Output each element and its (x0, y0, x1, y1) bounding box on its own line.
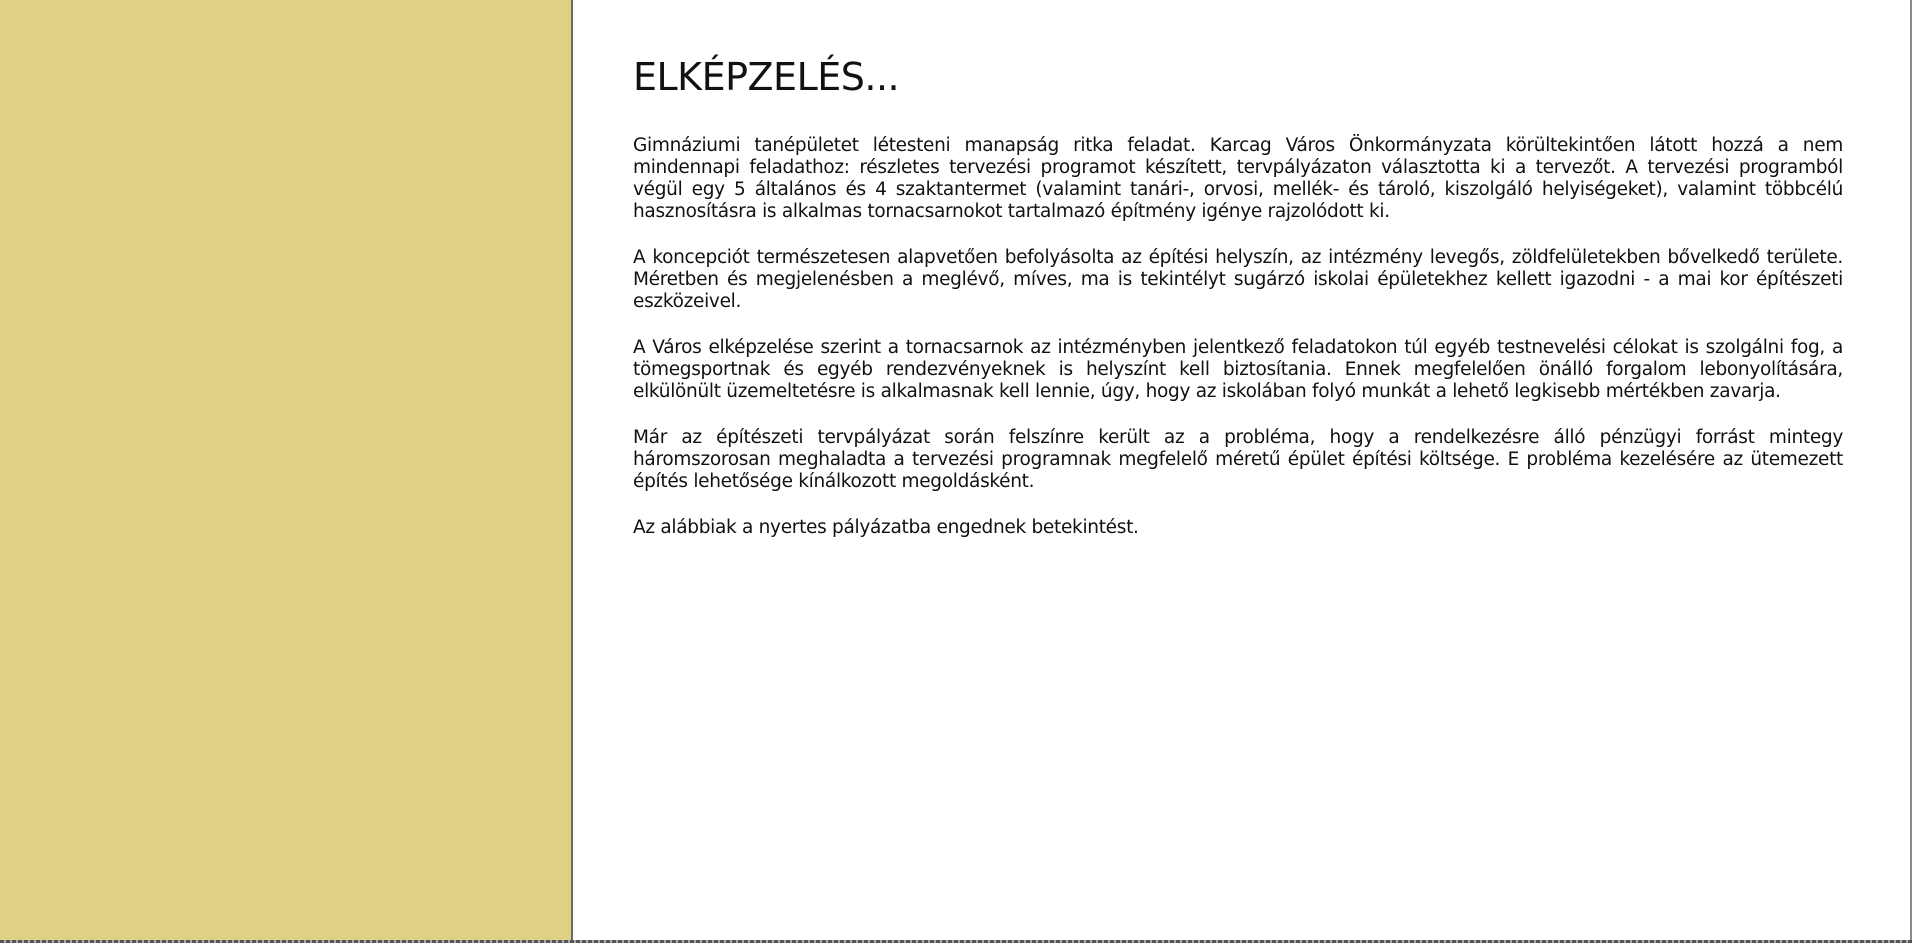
paragraph-2: A koncepciót természetesen alapvetően befolyásolta az építési helyszín, az intézmény levegős, zöldfelületekben bővelkedő területe. Méretben és megjelenésben a meglévő, míves, ma is tekintélyt sugárzó iskolai épületekhez kellett igazodni - a mai kor építészeti eszközeivel. (633, 247, 1843, 312)
paragraph-4: Már az építészeti tervpályázat során felszínre került az a probléma, hogy a rendelkezésre álló pénzügyi forrást mintegy háromszorosan meghaladta a tervezési programnak megfelelő méretű épület építési költsége. E probléma kezelésére az ütemezett építés lehetősége kínálkozott megoldásként. (633, 427, 1843, 492)
paragraph-5: Az alábbiak a nyertes pályázatba engednek betekintést. (633, 517, 1139, 538)
text-content (633, 55, 1843, 563)
paragraph-1: Gimnáziumi tanépületet létesteni manapság ritka feladat. Karcag Város Önkormányzata körültekintően látott hozzá a nem mindennapi feladathoz: részletes tervezési programot készített, tervpályázaton választotta ki a tervezőt. A tervezési programból végül egy 5 általános és 4 szaktantermet (valamint tanári-, orvosi, mellék- és tároló, kiszolgáló helyiségeket), valamint többcélú hasznosításra is alkalmas tornacsarnokot tartalmazó építmény igénye rajzolódott ki. (633, 135, 1843, 222)
paragraph-3: A Város elképzelése szerint a tornacsarnok az intézményben jelentkező feladatokon túl egyéb testnevelési célokat is szolgálni fog, a tömegsportnak és egyéb rendezvényeknek is helyszínt kell biztosítania. Ennek megfelelően önálló forgalom lebonyolítására, elkülönült üzemeltetésre is alkalmasnak kell lennie, úgy, hogy az iskolában folyó munkát a lehető legkisebb mértékben zavarja. (633, 337, 1843, 402)
page-title: ELKÉPZELÉS... (633, 55, 900, 99)
left-color-panel (0, 0, 573, 943)
